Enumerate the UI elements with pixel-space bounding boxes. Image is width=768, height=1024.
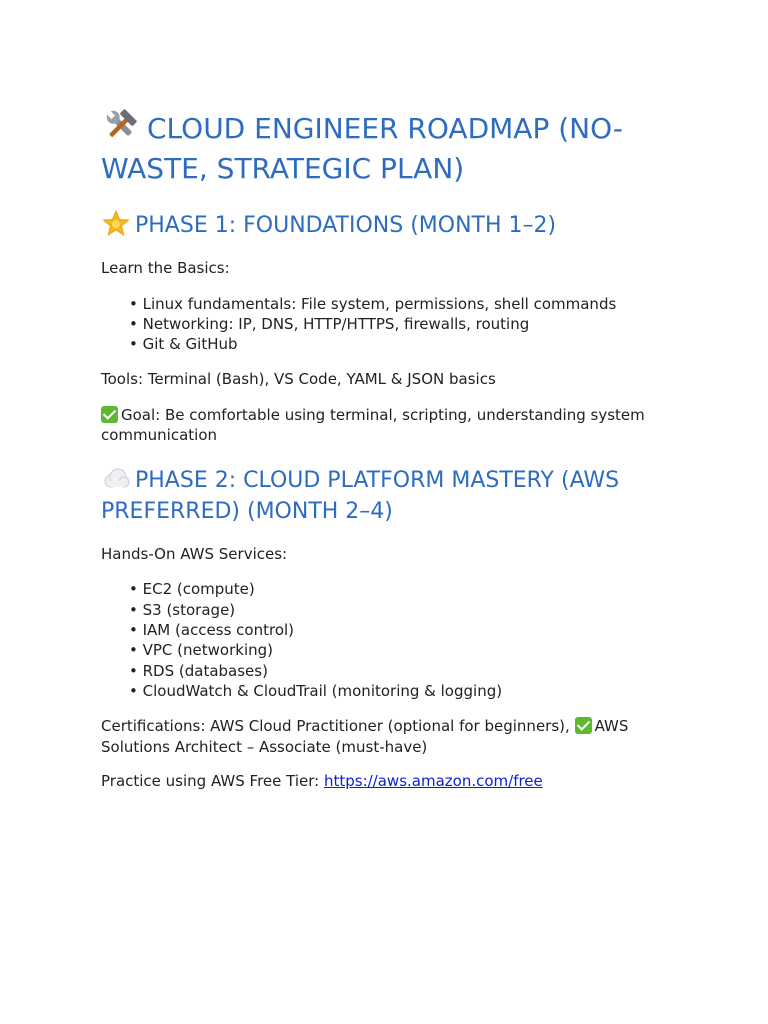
list-item: • S3 (storage) — [129, 600, 671, 620]
aws-free-tier-link[interactable]: https://aws.amazon.com/free — [323, 772, 543, 791]
phase-1-intro: Learn the Basics: — [101, 259, 230, 277]
practice-text: Practice using AWS Free Tier: — [101, 772, 320, 791]
title-text: CLOUD ENGINEER ROADMAP (NO-WASTE, STRATEGIC PLAN) — [101, 112, 624, 185]
phase-1-list — [101, 294, 671, 355]
phase-1-goal — [101, 405, 671, 446]
list-item: • Git & GitHub — [129, 334, 671, 354]
phase-2-intro: Hands-On AWS Services: — [101, 544, 288, 563]
list-item: • EC2 (compute) — [129, 579, 671, 599]
phase-1-tools: Tools: Terminal (Bash), VS Code, YAML & JSON basics — [101, 370, 496, 389]
glowing-star-icon — [101, 209, 131, 237]
phase-2-heading-text: PHASE 2: CLOUD PLATFORM MASTERY (AWS PREFERRED) (MONTH 2–4) — [101, 467, 620, 524]
phase-2-practice — [101, 771, 671, 792]
phase-1-heading-text: PHASE 1: FOUNDATIONS (MONTH 1–2) — [135, 213, 557, 238]
page-title — [101, 108, 671, 189]
phase-2-certifications — [101, 716, 671, 757]
check-mark-icon — [575, 717, 592, 734]
phase-1-heading — [101, 209, 671, 241]
list-item: • VPC (networking) — [129, 640, 671, 660]
document-content — [101, 108, 671, 792]
cloud-icon — [101, 466, 131, 494]
phase-2-heading — [101, 465, 671, 527]
list-item: • Linux fundamentals: File system, permissions, shell commands — [129, 294, 671, 314]
tools-icon — [101, 108, 141, 140]
list-item: • IAM (access control) — [129, 620, 671, 640]
certifications-must-have: AWS Solutions Architect – Associate (must-have) — [101, 717, 629, 756]
check-mark-icon — [101, 406, 118, 423]
list-item: • CloudWatch & CloudTrail (monitoring & logging) — [129, 681, 671, 701]
certifications-text: Certifications: AWS Cloud Practitioner (optional for beginners), — [101, 717, 570, 736]
list-item: • RDS (databases) — [129, 661, 671, 681]
phase-2-list — [101, 579, 671, 701]
phase-1-goal-text: Goal: Be comfortable using terminal, scripting, understanding system communication — [101, 405, 645, 445]
list-item: • Networking: IP, DNS, HTTP/HTTPS, firewalls, routing — [129, 314, 671, 334]
